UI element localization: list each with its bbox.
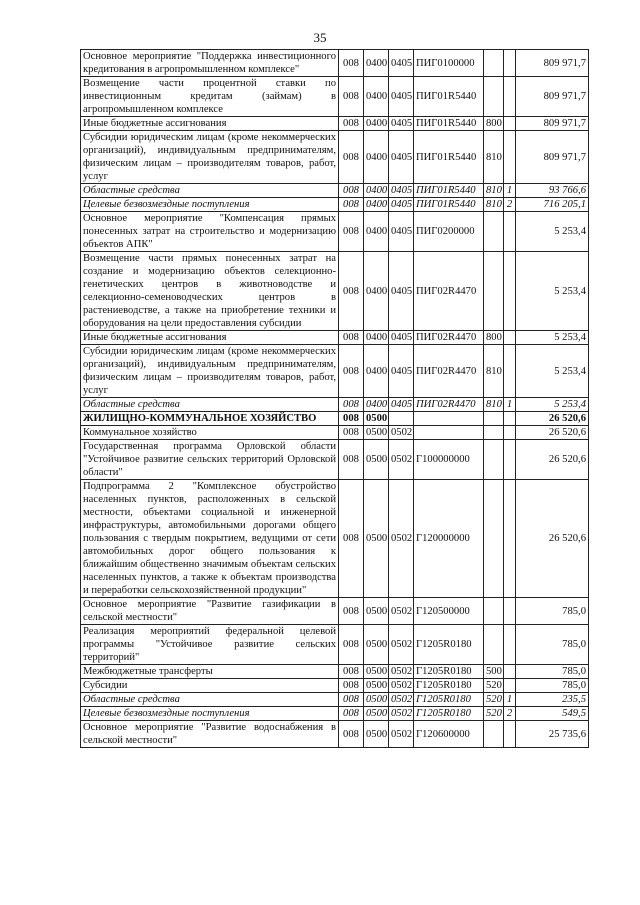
row-rz-code: 0400: [364, 184, 389, 198]
row-rz-code: 0500: [364, 721, 389, 748]
row-gr-code: 008: [339, 665, 364, 679]
row-rz-code: 0400: [364, 345, 389, 398]
row-cs-code: ПИГ01R5440: [414, 198, 484, 212]
row-pr-code: 0405: [389, 345, 414, 398]
row-rz-code: 0400: [364, 77, 389, 117]
row-vr-code: 810: [484, 131, 504, 184]
row-source-code: [504, 345, 516, 398]
table-row: [81, 598, 589, 625]
table-row: [81, 721, 589, 748]
table-row: [81, 345, 589, 398]
budget-table: [80, 49, 589, 748]
row-rz-code: 0500: [364, 412, 389, 426]
row-vr-code: 520: [484, 693, 504, 707]
row-gr-code: 008: [339, 480, 364, 598]
row-name: Реализация мероприятий федеральной целевой программы "Устойчивое развитие сельских территорий": [81, 625, 339, 665]
row-name: Государственная программа Орловской области "Устойчивое развитие сельских территорий Орловской области": [81, 440, 339, 480]
row-gr-code: 008: [339, 117, 364, 131]
row-gr-code: 008: [339, 398, 364, 412]
row-source-code: [504, 212, 516, 252]
row-name: Основное мероприятие "Поддержка инвестиционного кредитования в агропромышленном комплексе": [81, 50, 339, 77]
row-gr-code: 008: [339, 693, 364, 707]
row-rz-code: 0500: [364, 693, 389, 707]
row-rz-code: 0500: [364, 625, 389, 665]
table-row: [81, 131, 589, 184]
row-name: Областные средства: [81, 693, 339, 707]
row-sum: 26 520,6: [516, 426, 589, 440]
row-cs-code: ПИГ01R5440: [414, 131, 484, 184]
table-row: [81, 117, 589, 131]
row-pr-code: 0502: [389, 693, 414, 707]
row-pr-code: 0502: [389, 721, 414, 748]
table-row: [81, 707, 589, 721]
row-sum: 785,0: [516, 679, 589, 693]
row-vr-code: [484, 77, 504, 117]
row-vr-code: 810: [484, 398, 504, 412]
row-sum: 785,0: [516, 665, 589, 679]
row-source-code: [504, 117, 516, 131]
row-name: Областные средства: [81, 184, 339, 198]
row-sum: 5 253,4: [516, 331, 589, 345]
row-rz-code: 0400: [364, 50, 389, 77]
row-sum: 809 971,7: [516, 131, 589, 184]
row-gr-code: 008: [339, 345, 364, 398]
row-vr-code: [484, 426, 504, 440]
row-sum: 809 971,7: [516, 117, 589, 131]
row-source-code: [504, 252, 516, 331]
row-pr-code: 0502: [389, 598, 414, 625]
row-rz-code: 0400: [364, 131, 389, 184]
row-cs-code: ПИГ02R4470: [414, 331, 484, 345]
row-cs-code: Г120500000: [414, 598, 484, 625]
table-row: [81, 480, 589, 598]
row-source-code: [504, 721, 516, 748]
row-sum: 716 205,1: [516, 198, 589, 212]
row-source-code: 1: [504, 693, 516, 707]
row-sum: 809 971,7: [516, 77, 589, 117]
row-gr-code: 008: [339, 440, 364, 480]
row-source-code: 1: [504, 184, 516, 198]
row-name: Областные средства: [81, 398, 339, 412]
row-rz-code: 0500: [364, 426, 389, 440]
row-sum: 26 520,6: [516, 440, 589, 480]
row-vr-code: [484, 598, 504, 625]
row-cs-code: Г1205R0180: [414, 707, 484, 721]
row-gr-code: 008: [339, 212, 364, 252]
row-pr-code: 0502: [389, 440, 414, 480]
row-name: Субсидии юридическим лицам (кроме некоммерческих организаций), индивидуальным предпринимателям, физическим лицам – производителям товаров, работ, услуг: [81, 131, 339, 184]
table-row: [81, 50, 589, 77]
row-name: Целевые безвозмездные поступления: [81, 707, 339, 721]
row-rz-code: 0400: [364, 331, 389, 345]
row-gr-code: 008: [339, 679, 364, 693]
row-rz-code: 0500: [364, 707, 389, 721]
row-pr-code: 0502: [389, 679, 414, 693]
row-cs-code: Г100000000: [414, 440, 484, 480]
table-row: [81, 412, 589, 426]
row-cs-code: Г1205R0180: [414, 625, 484, 665]
table-row: [81, 212, 589, 252]
row-source-code: [504, 598, 516, 625]
row-pr-code: 0502: [389, 625, 414, 665]
row-gr-code: 008: [339, 131, 364, 184]
row-cs-code: ПИГ02R4470: [414, 398, 484, 412]
row-sum: 785,0: [516, 598, 589, 625]
row-rz-code: 0400: [364, 398, 389, 412]
row-pr-code: 0502: [389, 480, 414, 598]
row-rz-code: 0400: [364, 117, 389, 131]
row-source-code: [504, 625, 516, 665]
row-gr-code: 008: [339, 198, 364, 212]
row-name: Возмещение части прямых понесенных затрат на создание и модернизацию объектов селекционно-генетических центров в животноводстве и селекционно-семеноводческих центров в растениеводстве, а также на приобретение техники и оборудования на цели предоставления субсидии: [81, 252, 339, 331]
row-name: Основное мероприятие "Развитие водоснабжения в сельской местности": [81, 721, 339, 748]
row-sum: 5 253,4: [516, 398, 589, 412]
row-cs-code: ПИГ0200000: [414, 212, 484, 252]
row-name: Субсидии юридическим лицам (кроме некоммерческих организаций), индивидуальным предпринимателям, физическим лицам – производителям товаров, работ, услуг: [81, 345, 339, 398]
row-rz-code: 0400: [364, 252, 389, 331]
table-row: [81, 693, 589, 707]
row-cs-code: ПИГ0100000: [414, 50, 484, 77]
row-vr-code: [484, 252, 504, 331]
row-vr-code: [484, 212, 504, 252]
row-vr-code: [484, 721, 504, 748]
row-gr-code: 008: [339, 252, 364, 331]
row-pr-code: 0502: [389, 707, 414, 721]
row-pr-code: 0502: [389, 665, 414, 679]
row-source-code: [504, 77, 516, 117]
row-source-code: [504, 412, 516, 426]
row-sum: 549,5: [516, 707, 589, 721]
row-name: Коммунальное хозяйство: [81, 426, 339, 440]
row-source-code: [504, 440, 516, 480]
row-cs-code: ПИГ02R4470: [414, 252, 484, 331]
row-gr-code: 008: [339, 721, 364, 748]
row-pr-code: 0405: [389, 212, 414, 252]
row-rz-code: 0500: [364, 665, 389, 679]
row-source-code: 2: [504, 198, 516, 212]
row-vr-code: 810: [484, 198, 504, 212]
row-gr-code: 008: [339, 184, 364, 198]
row-vr-code: [484, 625, 504, 665]
row-cs-code: Г120600000: [414, 721, 484, 748]
row-name: Основное мероприятие "Развитие газификации в сельской местности": [81, 598, 339, 625]
row-pr-code: 0405: [389, 50, 414, 77]
row-rz-code: 0500: [364, 679, 389, 693]
row-sum: 809 971,7: [516, 50, 589, 77]
row-gr-code: 008: [339, 625, 364, 665]
row-sum: 25 735,6: [516, 721, 589, 748]
row-vr-code: [484, 412, 504, 426]
row-pr-code: [389, 412, 414, 426]
row-sum: 5 253,4: [516, 345, 589, 398]
row-pr-code: 0405: [389, 117, 414, 131]
row-sum: 235,5: [516, 693, 589, 707]
page-number: 35: [313, 30, 327, 45]
table-row: [81, 665, 589, 679]
row-source-code: [504, 665, 516, 679]
row-cs-code: ПИГ02R4470: [414, 345, 484, 398]
table-row: [81, 77, 589, 117]
row-name: Иные бюджетные ассигнования: [81, 117, 339, 131]
row-cs-code: Г1205R0180: [414, 693, 484, 707]
table-row: [81, 679, 589, 693]
row-cs-code: Г1205R0180: [414, 679, 484, 693]
row-cs-code: ПИГ01R5440: [414, 184, 484, 198]
row-rz-code: 0500: [364, 598, 389, 625]
row-vr-code: 810: [484, 345, 504, 398]
row-source-code: [504, 331, 516, 345]
row-pr-code: 0502: [389, 426, 414, 440]
row-vr-code: 800: [484, 331, 504, 345]
row-gr-code: 008: [339, 77, 364, 117]
row-source-code: [504, 679, 516, 693]
row-rz-code: 0500: [364, 440, 389, 480]
row-vr-code: 500: [484, 665, 504, 679]
row-pr-code: 0405: [389, 252, 414, 331]
row-cs-code: [414, 412, 484, 426]
row-pr-code: 0405: [389, 131, 414, 184]
row-name: Целевые безвозмездные поступления: [81, 198, 339, 212]
row-source-code: 1: [504, 398, 516, 412]
row-vr-code: 520: [484, 679, 504, 693]
row-vr-code: [484, 50, 504, 77]
row-gr-code: 008: [339, 50, 364, 77]
row-cs-code: Г1205R0180: [414, 665, 484, 679]
row-source-code: [504, 426, 516, 440]
row-name: Иные бюджетные ассигнования: [81, 331, 339, 345]
row-sum: 785,0: [516, 625, 589, 665]
row-vr-code: [484, 480, 504, 598]
row-gr-code: 008: [339, 598, 364, 625]
row-name: Межбюджетные трансферты: [81, 665, 339, 679]
table-row: [81, 426, 589, 440]
table-row: [81, 198, 589, 212]
row-name: Подпрограмма 2 "Комплексное обустройство населенных пунктов, расположенных в сельской местности, объектами социальной и инженерной инфраструктуры, автомобильными дорогами общего пользования с твердым покрытием, ведущими от сети автомобильных дорог общего пользования к ближайшим общественно значимым объектам сельских населенных пунктов, а также к объектам производства и переработки сельскохозяйственной продукции": [81, 480, 339, 598]
row-vr-code: 800: [484, 117, 504, 131]
row-rz-code: 0400: [364, 212, 389, 252]
table-row: [81, 440, 589, 480]
row-name: Основное мероприятие "Компенсация прямых понесенных затрат на строительство и модернизацию объектов АПК": [81, 212, 339, 252]
row-vr-code: [484, 440, 504, 480]
row-rz-code: 0500: [364, 480, 389, 598]
table-row: [81, 398, 589, 412]
table-row: [81, 184, 589, 198]
row-pr-code: 0405: [389, 184, 414, 198]
row-pr-code: 0405: [389, 198, 414, 212]
row-pr-code: 0405: [389, 331, 414, 345]
row-sum: 26 520,6: [516, 480, 589, 598]
row-gr-code: 008: [339, 331, 364, 345]
row-source-code: [504, 131, 516, 184]
row-rz-code: 0400: [364, 198, 389, 212]
row-name: Возмещение части процентной ставки по инвестиционным кредитам (займам) в агропромышленном комплексе: [81, 77, 339, 117]
table-row: [81, 252, 589, 331]
row-cs-code: ПИГ01R5440: [414, 77, 484, 117]
row-sum: 26 520,6: [516, 412, 589, 426]
table-row: [81, 625, 589, 665]
row-pr-code: 0405: [389, 77, 414, 117]
row-vr-code: 810: [484, 184, 504, 198]
row-gr-code: 008: [339, 412, 364, 426]
row-pr-code: 0405: [389, 398, 414, 412]
row-cs-code: [414, 426, 484, 440]
row-source-code: [504, 480, 516, 598]
row-vr-code: 520: [484, 707, 504, 721]
row-source-code: 2: [504, 707, 516, 721]
row-cs-code: Г120000000: [414, 480, 484, 598]
row-name: Субсидии: [81, 679, 339, 693]
row-gr-code: 008: [339, 426, 364, 440]
row-cs-code: ПИГ01R5440: [414, 117, 484, 131]
row-gr-code: 008: [339, 707, 364, 721]
row-sum: 5 253,4: [516, 212, 589, 252]
row-sum: 5 253,4: [516, 252, 589, 331]
row-name: ЖИЛИЩНО-КОММУНАЛЬНОЕ ХОЗЯЙСТВО: [81, 412, 339, 426]
row-sum: 93 766,6: [516, 184, 589, 198]
table-row: [81, 331, 589, 345]
row-source-code: [504, 50, 516, 77]
